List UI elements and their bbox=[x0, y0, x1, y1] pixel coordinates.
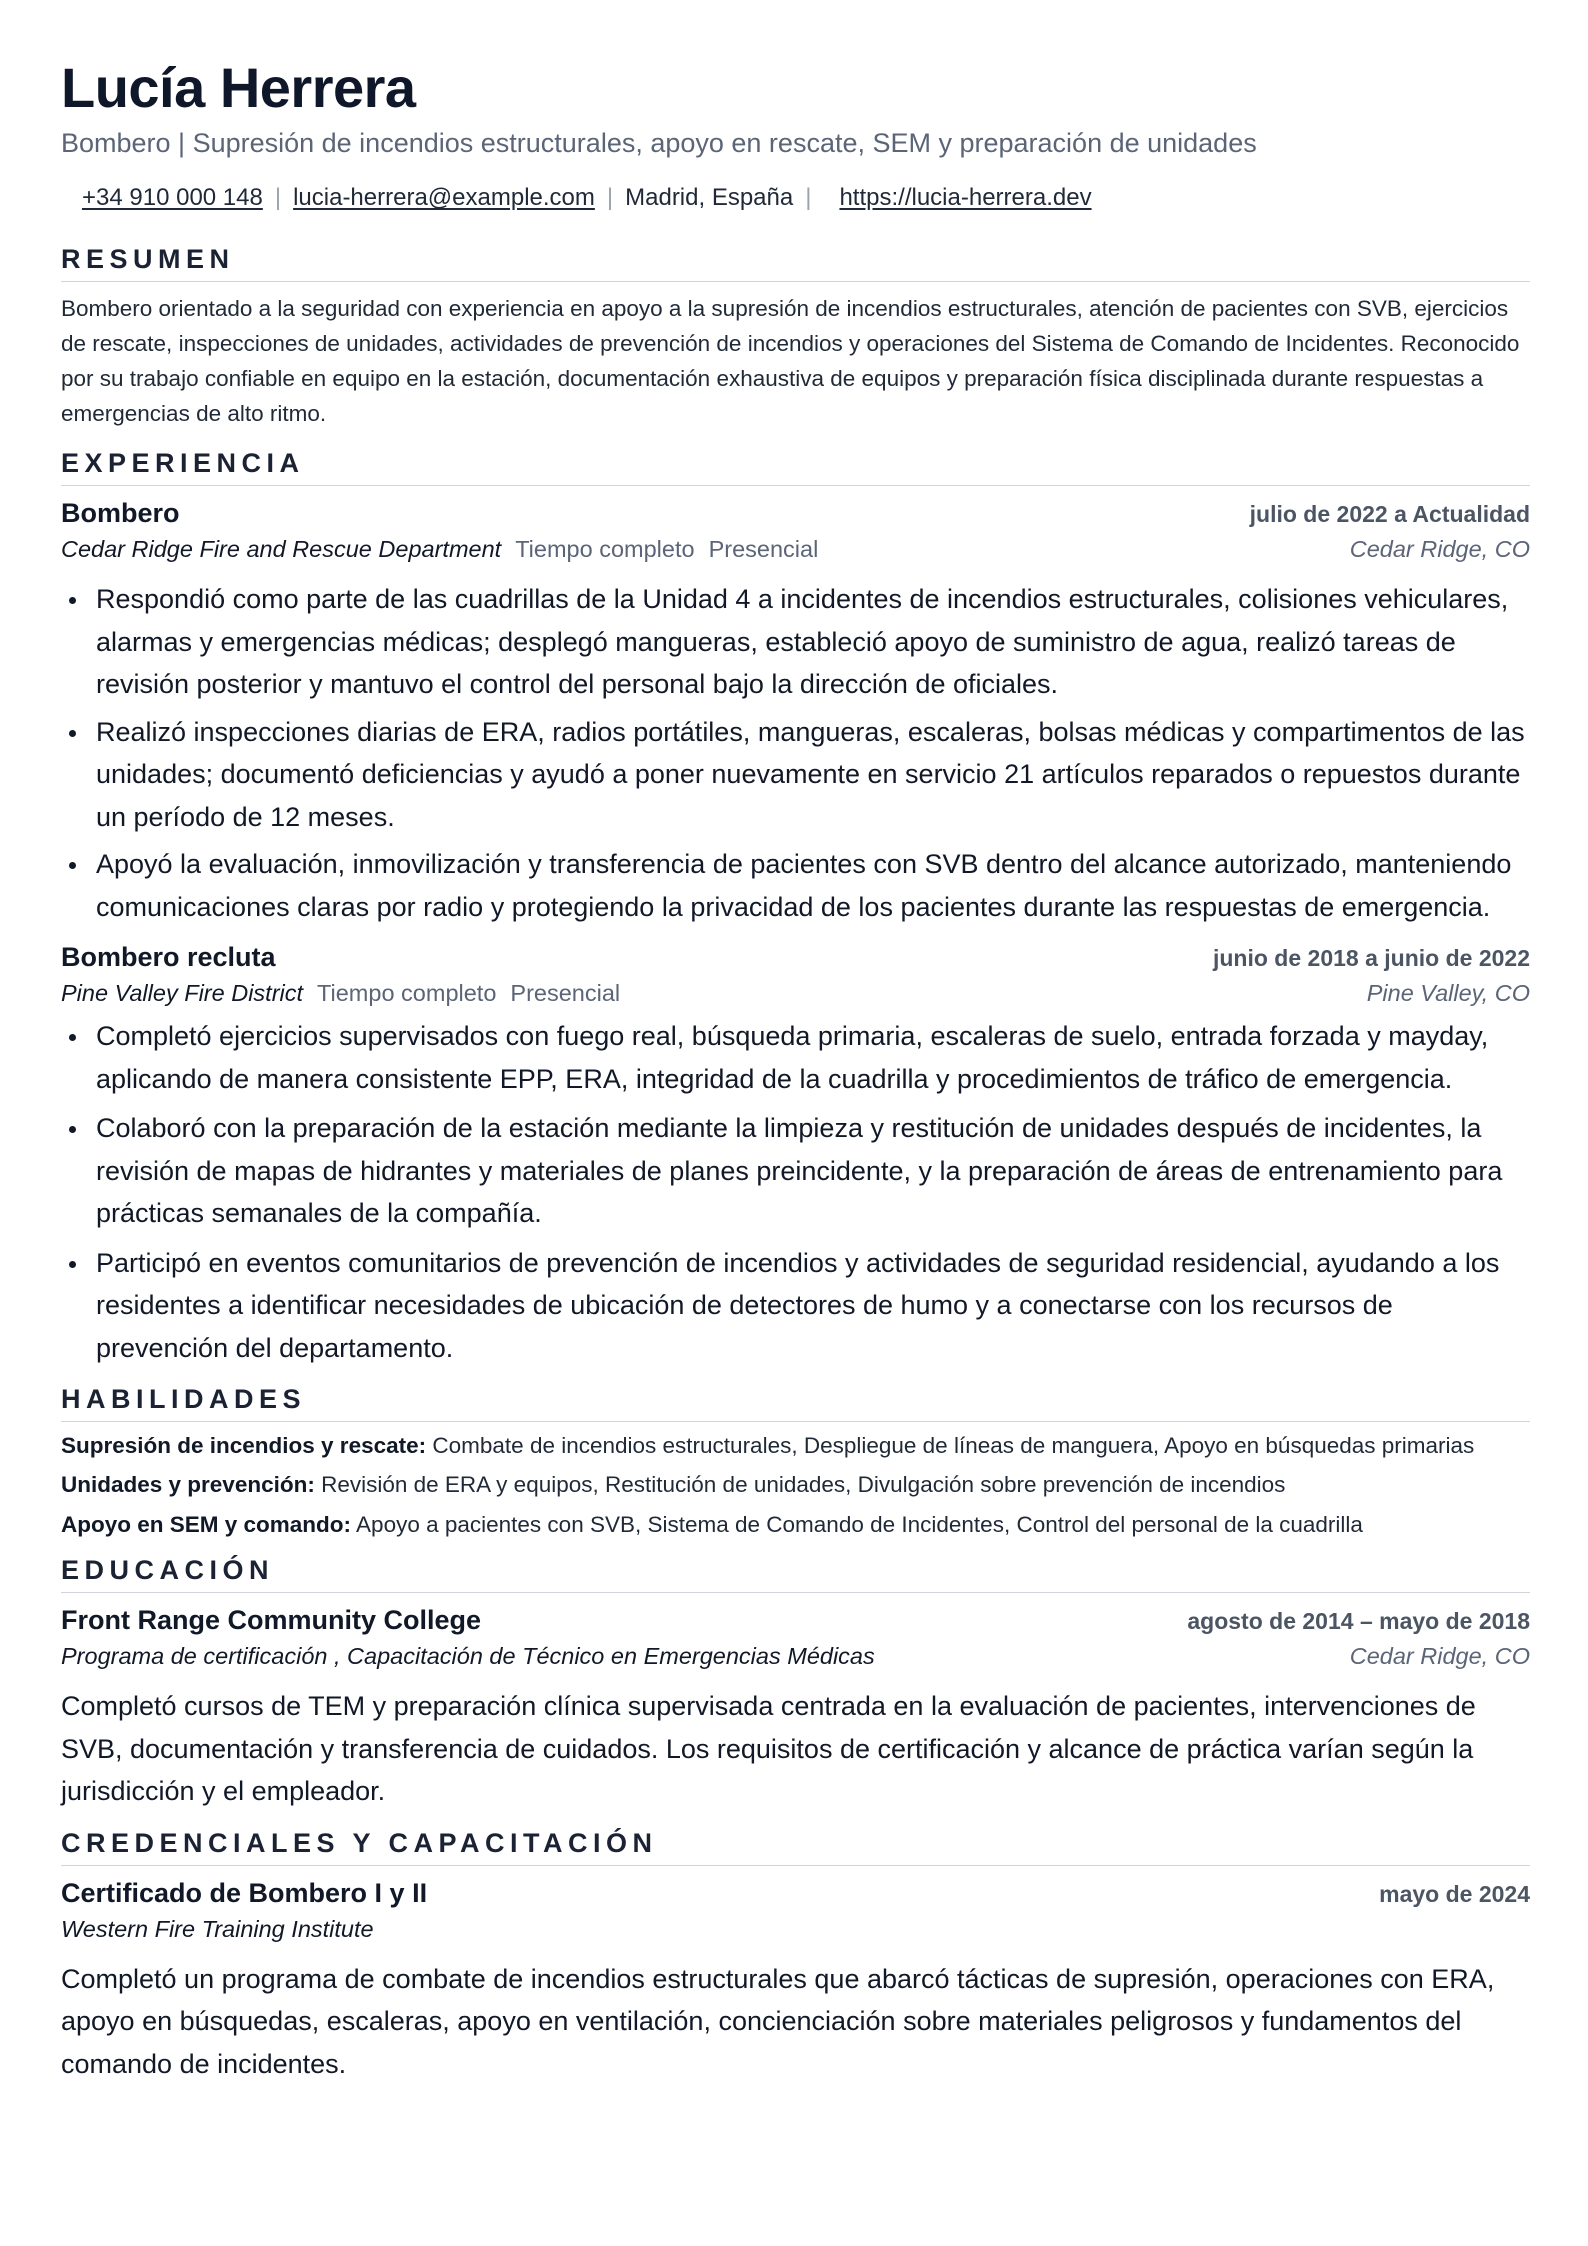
skill-group-items: Revisión de ERA y equipos, Restitución de unidades, Divulgación sobre prevención de incendios bbox=[321, 1472, 1286, 1497]
section-title-credentials: CREDENCIALES Y CAPACITACIÓN bbox=[61, 1826, 1530, 1866]
job-bullets bbox=[61, 578, 1530, 928]
job-location: Pine Valley, CO bbox=[1366, 980, 1530, 1006]
resume-page bbox=[61, 52, 1530, 2085]
bullet-item: Completó ejercicios supervisados con fuego real, búsqueda primaria, escaleras de suelo, entrada forzada y mayday, aplicando de manera consistente EPP, ERA, integridad de la cuadrilla y procedimientos de tráfico de emergencia. bbox=[61, 1015, 1530, 1100]
skill-group-label: Apoyo en SEM y comando: bbox=[61, 1512, 352, 1537]
experience-section bbox=[61, 446, 1530, 1369]
location-text: Madrid, España bbox=[625, 184, 794, 211]
phone-link[interactable]: +34 910 000 148 bbox=[82, 184, 263, 211]
skill-group bbox=[61, 1471, 1530, 1498]
bullet-item: Respondió como parte de las cuadrillas de la Unidad 4 a incidentes de incendios estructurales, colisiones vehiculares, alarmas y emergencias médicas; desplegó mangueras, estableció apoyo de suministro de agua, realizó tareas de revisión posterior y mantuvo el control del personal bajo la dirección de oficiales. bbox=[61, 578, 1530, 706]
skills-section bbox=[61, 1382, 1530, 1538]
section-title-summary: RESUMEN bbox=[61, 242, 1530, 282]
job-dates: junio de 2018 a junio de 2022 bbox=[1212, 945, 1530, 971]
job-entry bbox=[61, 495, 1530, 928]
skill-group bbox=[61, 1511, 1530, 1538]
job-location: Cedar Ridge, CO bbox=[1349, 536, 1530, 562]
job-role: Bombero bbox=[61, 498, 180, 528]
job-role: Bombero recluta bbox=[61, 942, 276, 972]
job-entry bbox=[61, 939, 1530, 1369]
skill-group-label: Supresión de incendios y rescate: bbox=[61, 1433, 427, 1458]
credential-entry bbox=[61, 1875, 1530, 2086]
bullet-item: Apoyó la evaluación, inmovilización y transferencia de pacientes con SVB dentro del alcance autorizado, manteniendo comunicaciones claras por radio y protegiendo la privacidad de los pacientes durante las respuestas de emergencia. bbox=[61, 843, 1530, 928]
contact-separator: | bbox=[274, 184, 282, 211]
school-name: Front Range Community College bbox=[61, 1605, 482, 1635]
email-link[interactable]: lucia-herrera@example.com bbox=[293, 184, 595, 211]
contact-bar bbox=[61, 181, 1530, 215]
credential-issuer: Western Fire Training Institute bbox=[61, 1915, 374, 1942]
skill-group-label: Unidades y prevención: bbox=[61, 1472, 315, 1497]
credential-description: Completó un programa de combate de incendios estructurales que abarcó tácticas de supresión, operaciones con ERA, apoyo en búsquedas, escaleras, apoyo en ventilación, concienciación sobre materiales peligrosos y fundamentos del comando de incidentes. bbox=[61, 1963, 1495, 2079]
bullet-item: Participó en eventos comunitarios de prevención de incendios y actividades de seguridad residencial, ayudando a los residentes a identificar necesidades de ubicación de detectores de humo y a conectarse con los recursos de prevención del departamento. bbox=[61, 1242, 1530, 1370]
bullet-item: Colaboró con la preparación de la estación mediante la limpieza y restitución de unidades después de incidentes, la revisión de mapas de hidrantes y materiales de planes preincidente, y la preparación de áreas de entrenamiento para prácticas semanales de la compañía. bbox=[61, 1107, 1530, 1235]
skill-group-items: Combate de incendios estructurales, Despliegue de líneas de manguera, Apoyo en búsquedas primarias bbox=[432, 1433, 1475, 1458]
job-bullets bbox=[61, 1015, 1530, 1369]
education-program: Programa de certificación , Capacitación de Técnico en Emergencias Médicas bbox=[61, 1643, 875, 1669]
section-title-skills: HABILIDADES bbox=[61, 1382, 1530, 1422]
candidate-headline: Bombero | Supresión de incendios estructurales, apoyo en rescate, SEM y preparación de unidades bbox=[61, 128, 1257, 158]
education-location: Cedar Ridge, CO bbox=[1349, 1643, 1530, 1669]
summary-section bbox=[61, 242, 1530, 431]
section-title-experience: EXPERIENCIA bbox=[61, 446, 1530, 486]
job-organization: Cedar Ridge Fire and Rescue Department bbox=[61, 536, 502, 562]
summary-text: Bombero orientado a la seguridad con experiencia en apoyo a la supresión de incendios estructurales, atención de pacientes con SVB, ejercicios de rescate, inspecciones de unidades, actividades de prevención de incendios y operaciones del Sistema de Comando de Incidentes. Reconocido por su trabajo confiable en equipo en la estación, documentación exhaustiva de equipos y preparación física disciplinada durante respuestas a emergencias de alto ritmo. bbox=[61, 296, 1520, 426]
job-dates: julio de 2022 a Actualidad bbox=[1249, 501, 1530, 527]
candidate-name: Lucía Herrera bbox=[61, 56, 416, 119]
credentials-section bbox=[61, 1826, 1530, 2086]
skill-group-items: Apoyo a pacientes con SVB, Sistema de Comando de Incidentes, Control del personal de la cuadrilla bbox=[356, 1512, 1363, 1537]
credential-name: Certificado de Bombero I y II bbox=[61, 1877, 428, 1908]
website-link[interactable]: https://lucia-herrera.dev bbox=[839, 184, 1092, 211]
contact-separator: | bbox=[805, 184, 812, 211]
education-section bbox=[61, 1553, 1530, 1813]
job-type: Tiempo completo bbox=[515, 536, 695, 562]
education-description: Completó cursos de TEM y preparación clínica supervisada centrada en la evaluación de pacientes, intervenciones de SVB, documentación y transferencia de cuidados. Los requisitos de certificación y alcance de práctica varían según la jurisdicción y el empleador. bbox=[61, 1691, 1476, 1806]
education-entry bbox=[61, 1602, 1530, 1813]
credential-date: mayo de 2024 bbox=[1379, 1880, 1530, 1907]
skill-group bbox=[61, 1432, 1530, 1459]
job-mode: Presencial bbox=[708, 536, 819, 562]
education-dates: agosto de 2014 – mayo de 2018 bbox=[1187, 1608, 1530, 1634]
contact-separator: | bbox=[606, 184, 614, 211]
job-type: Tiempo completo bbox=[317, 980, 497, 1006]
section-title-education: EDUCACIÓN bbox=[61, 1553, 1530, 1593]
job-organization: Pine Valley Fire District bbox=[61, 980, 304, 1006]
job-mode: Presencial bbox=[510, 980, 621, 1006]
bullet-item: Realizó inspecciones diarias de ERA, radios portátiles, mangueras, escaleras, bolsas médicas y compartimentos de las unidades; documentó deficiencias y ayudó a poner nuevamente en servicio 21 artículos reparados o repuestos durante un período de 12 meses. bbox=[61, 711, 1530, 839]
